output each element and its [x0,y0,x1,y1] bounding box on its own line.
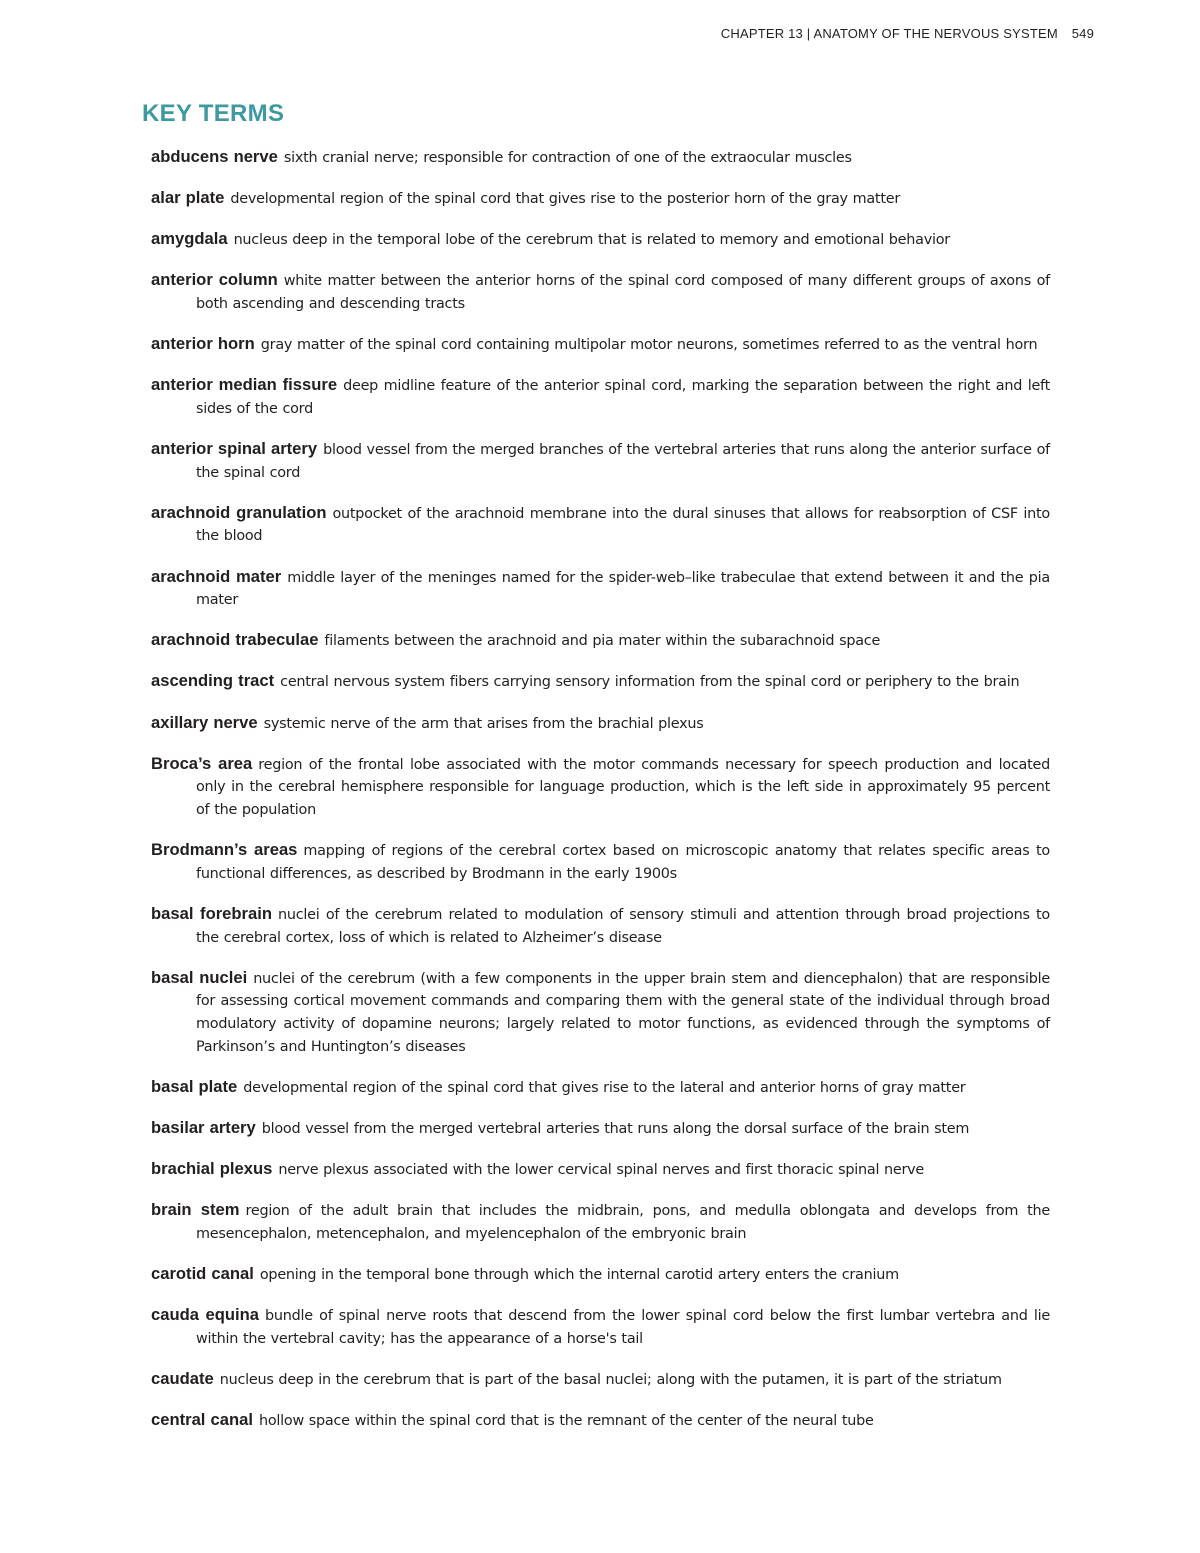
term-entry [151,187,1050,211]
term-name: anterior column [151,270,278,290]
term-definition: nuclei of the cerebrum related to modulation of sensory stimuli and attention through broad projections to the cerebral cortex, loss of which is related to Alzheimer’s disease [196,906,1050,946]
term-entry [151,1076,1050,1100]
term-definition: central nervous system fibers carrying sensory information from the spinal cord or periphery to the brain [280,674,1020,691]
running-header [721,26,1094,41]
term-definition: region of the frontal lobe associated with the motor commands necessary for speech production and located only in the cerebral hemisphere responsible for language production, which is the left side in approximately 95 percent of the population [196,756,1050,819]
term-entry [151,629,1050,653]
term-entry [151,712,1050,736]
term-entry [151,502,1050,548]
term-entry [151,374,1050,420]
term-name: basal plate [151,1076,238,1096]
term-name: abducens nerve [151,147,278,166]
term-entry [151,228,1050,252]
term-definition: hollow space within the spinal cord that is the remnant of the center of the neural tube [258,1413,874,1429]
term-definition: nucleus deep in the temporal lobe of the cerebrum that is related to memory and emotional behavior [233,232,950,249]
term-name: Brodmann’s areas [151,840,298,860]
term-name: arachnoid trabeculae [151,630,319,650]
term-entry [151,903,1050,949]
term-definition: mapping of regions of the cerebral cortex based on microscopic anatomy that relates specific areas to functional differences, as described by Brodmann in the early 1900s [196,843,1050,882]
term-definition: nucleus deep in the cerebrum that is part of the basal nuclei; along with the putamen, it is part of the striatum [219,1371,1002,1388]
term-name: carotid canal [151,1264,254,1284]
term-name: ascending tract [151,671,275,691]
term-definition: outpocket of the arachnoid membrane into the dural sinuses that allows for reabsorption of CSF into the blood [196,505,1050,545]
term-definition: bundle of spinal nerve roots that descend from the lower spinal cord below the first lumbar vertebra and lie within the vertebral cavity; has the appearance of a horse's tail [196,1308,1051,1347]
term-entry [151,753,1050,822]
term-entry [151,146,1050,170]
term-definition: sixth cranial nerve; responsible for contraction of one of the extraocular muscles [283,150,852,166]
term-definition: opening in the temporal bone through which the internal carotid artery enters the cranium [259,1267,899,1284]
term-name: basal forebrain [151,903,272,923]
term-name: anterior spinal artery [151,438,318,458]
term-definition: developmental region of the spinal cord that gives rise to the posterior horn of the gray matter [230,191,900,208]
term-name: basilar artery [151,1118,256,1138]
term-entry [151,1304,1050,1350]
term-name: anterior median fissure [151,375,338,395]
term-definition: blood vessel from the merged vertebral arteries that runs along the dorsal surface of the brain stem [261,1121,970,1138]
term-name: axillary nerve [151,712,258,732]
term-definition: deep midline feature of the anterior spinal cord, marking the separation between the right and left sides of the cord [196,378,1051,417]
term-entry [151,269,1050,315]
term-entry [151,566,1050,612]
term-definition: nuclei of the cerebrum (with a few components in the upper brain stem and diencephalon) that are responsible for assessing cortical movement commands and comparing them with the general state of the individual through broad modulatory activity of dopamine neurons; largely related to motor functions, as evidenced through the symptoms of Parkinson’s and Huntington’s diseases [196,970,1050,1055]
term-entry [151,333,1050,357]
term-entry [151,1199,1050,1245]
chapter-title: CHAPTER 13 | ANATOMY OF THE NERVOUS SYSTEM [720,26,1058,41]
term-entry [151,438,1050,484]
term-definition: blood vessel from the merged branches of the vertebral arteries that runs along the anterior surface of the spinal cord [196,441,1050,481]
term-entry [151,670,1050,694]
key-terms-list [151,146,1050,1450]
term-name: basal nuclei [151,967,248,987]
term-entry [151,1117,1050,1141]
term-name: caudate [151,1368,214,1388]
term-definition: region of the adult brain that includes the midbrain, pons, and medulla oblongata and develops from the mesencephalon, metencephalon, and myelencephalon of the embryonic brain [196,1203,1050,1242]
term-name: arachnoid granulation [151,502,327,522]
term-definition: nerve plexus associated with the lower cervical spinal nerves and first thoracic spinal nerve [278,1162,925,1179]
term-name: arachnoid mater [151,566,282,586]
term-entry [151,1409,1050,1433]
term-definition: systemic nerve of the arm that arises from the brachial plexus [263,715,704,732]
term-name: brachial plexus [151,1159,273,1179]
term-definition: gray matter of the spinal cord containing multipolar motor neurons, sometimes referred to as the ventral horn [260,337,1038,354]
term-name: alar plate [151,188,225,208]
term-definition: developmental region of the spinal cord that gives rise to the lateral and anterior horns of gray matter [243,1079,966,1096]
term-definition: white matter between the anterior horns of the spinal cord composed of many different groups of axons of both ascending and descending tracts [196,273,1050,312]
term-name: amygdala [151,229,228,249]
term-name: brain stem [151,1200,240,1220]
term-definition: middle layer of the meninges named for the spider-web–like trabeculae that extend between it and the pia mater [196,569,1050,609]
term-name: cauda equina [151,1305,259,1325]
term-name: anterior horn [151,334,255,354]
term-name: central canal [151,1410,253,1429]
term-entry [151,1368,1050,1392]
term-entry [151,1158,1050,1182]
section-title: KEY TERMS [142,100,285,127]
term-name: Broca’s area [151,753,253,773]
term-entry [151,839,1050,885]
page-number: 549 [1071,26,1094,41]
term-entry [151,1263,1050,1287]
term-entry [151,967,1050,1059]
term-definition: filaments between the arachnoid and pia mater within the subarachnoid space [324,633,881,650]
